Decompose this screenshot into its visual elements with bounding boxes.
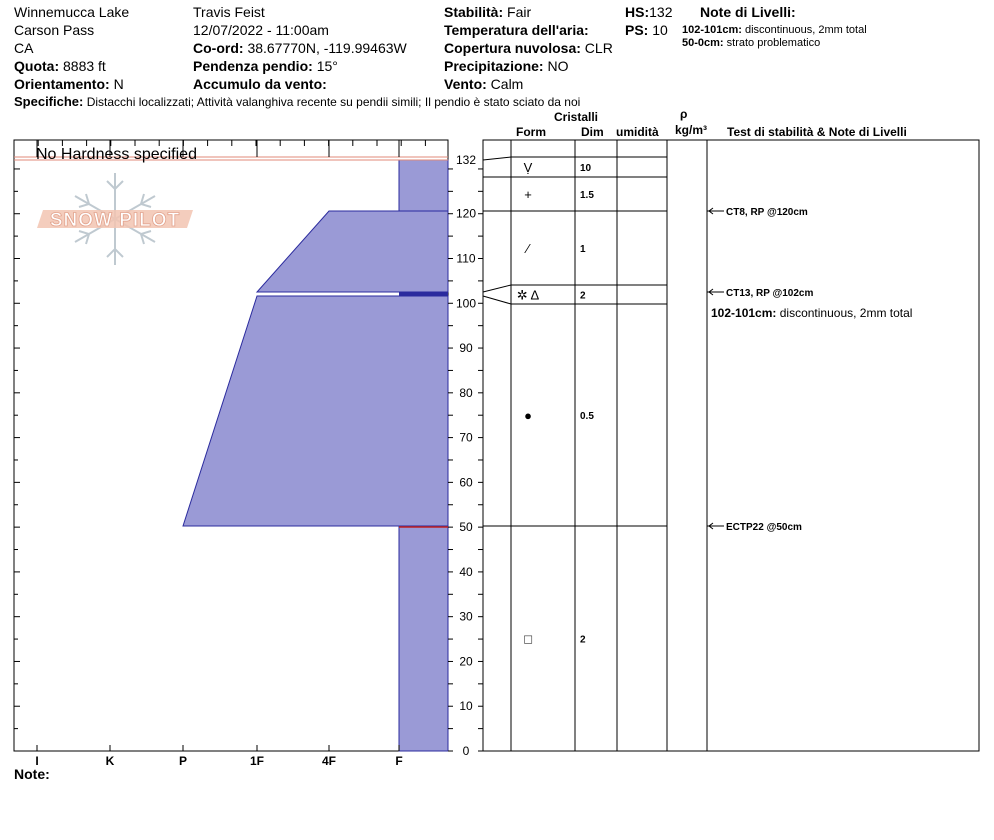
specifics-text: Distacchi localizzati; Attività valanghiva recente su pendii simili; Il pendio è stato sciato da noi bbox=[86, 95, 581, 109]
observation-datetime: 12/07/2022 - 11:00am bbox=[193, 22, 329, 38]
depth-label: 100 bbox=[455, 296, 477, 311]
hardness-label: 1F bbox=[249, 754, 265, 768]
depth-label: 110 bbox=[456, 251, 476, 266]
hardness-label: 4F bbox=[321, 754, 337, 768]
crystals-title: Cristalli bbox=[554, 110, 599, 124]
depth-axis-labels bbox=[456, 153, 476, 758]
grain-form: □ bbox=[524, 631, 532, 647]
coordinates-value: 38.67770N, -119.99463W bbox=[247, 40, 407, 56]
depth-label: 90 bbox=[459, 341, 473, 356]
wind-label: Vento: bbox=[444, 76, 487, 92]
wind-value: Calm bbox=[490, 76, 524, 92]
depth-label: 120 bbox=[455, 206, 477, 221]
tests-header: Test di stabilità & Note di Livelli bbox=[727, 125, 907, 139]
location-name: Winnemucca Lake bbox=[14, 4, 130, 20]
elevation-value: 8883 ft bbox=[63, 58, 106, 74]
penetration-label: PS: bbox=[625, 22, 649, 38]
grain-form: ✲ Δ bbox=[516, 287, 540, 303]
coordinates-label: Co-ord: bbox=[193, 40, 244, 56]
precipitation-value: NO bbox=[547, 58, 569, 74]
layers-table-frame bbox=[483, 140, 979, 751]
snow-height-value: 132 bbox=[649, 4, 673, 20]
area-name: Carson Pass bbox=[14, 22, 95, 38]
layer-note-range: 50-0cm: bbox=[682, 37, 724, 49]
layer-note-range: 102-101cm: bbox=[682, 24, 742, 36]
hardness-layer-mid bbox=[183, 296, 448, 526]
depth-label: 50 bbox=[459, 520, 473, 535]
hardness-profile bbox=[183, 160, 448, 751]
dim-header: Dim bbox=[581, 125, 604, 139]
depth-label: 0 bbox=[462, 744, 470, 758]
layer-notes-title: Note di Livelli: bbox=[700, 4, 796, 20]
density-unit: kg/m³ bbox=[675, 123, 708, 137]
grain-form: Ṿ bbox=[523, 160, 533, 175]
state-name: CA bbox=[14, 40, 34, 56]
layer-connector bbox=[483, 157, 511, 160]
aspect-label: Orientamento: bbox=[14, 76, 110, 92]
grain-size: 1.5 bbox=[580, 190, 594, 201]
note-label: Note: bbox=[14, 766, 50, 782]
depth-label: 80 bbox=[459, 385, 473, 400]
slope-angle-value: 15° bbox=[316, 58, 338, 74]
tests-layer-note bbox=[711, 306, 912, 320]
hardness-label: I bbox=[35, 754, 39, 768]
depth-label: 60 bbox=[459, 475, 473, 490]
layer-note-text: discontinuous, 2mm total bbox=[745, 24, 867, 36]
grain-size: 0.5 bbox=[580, 411, 594, 422]
cloud-cover-label: Copertura nuvolosa: bbox=[444, 40, 581, 56]
elevation-label: Quota: bbox=[14, 58, 60, 74]
wind-loading-label: Accumulo da vento: bbox=[193, 76, 327, 92]
grain-size: 1 bbox=[580, 244, 586, 255]
cloud-cover-value: CLR bbox=[584, 40, 613, 56]
hardness-layer-bottom bbox=[399, 526, 448, 751]
aspect-value: N bbox=[113, 76, 124, 92]
grain-form: + bbox=[524, 187, 532, 202]
layer-connector bbox=[483, 296, 511, 304]
hardness-layer-top bbox=[399, 160, 448, 211]
grain-size: 10 bbox=[580, 163, 592, 174]
observer-name: Travis Feist bbox=[193, 4, 265, 20]
slope-angle-label: Pendenza pendio: bbox=[193, 58, 313, 74]
specifics-label: Specifiche: bbox=[14, 94, 84, 109]
tests-layer-note-text: discontinuous, 2mm total bbox=[779, 306, 913, 320]
stability-value: Fair bbox=[507, 4, 532, 20]
depth-label: 30 bbox=[459, 609, 473, 624]
humidity-header: umidità bbox=[616, 125, 659, 139]
depth-label: 70 bbox=[459, 430, 473, 445]
no-hardness-label: No Hardness specified bbox=[36, 146, 197, 163]
depth-label: 10 bbox=[459, 699, 473, 714]
grain-form: ⁄ bbox=[526, 241, 530, 256]
air-temperature-label: Temperatura dell'aria: bbox=[444, 22, 589, 38]
layer-connector bbox=[483, 285, 511, 292]
density-symbol: ρ bbox=[680, 107, 688, 121]
snow-height-label: HS: bbox=[625, 4, 650, 20]
hardness-label: K bbox=[105, 754, 115, 768]
grain-size: 2 bbox=[580, 634, 586, 646]
test-result: ECTP22 @50cm bbox=[726, 522, 802, 533]
grain-size: 2 bbox=[580, 290, 586, 302]
test-result: CT8, RP @120cm bbox=[726, 207, 808, 218]
hardness-label: P bbox=[178, 754, 188, 768]
stability-tests bbox=[707, 207, 813, 533]
form-header: Form bbox=[516, 125, 546, 139]
tests-layer-note-range: 102-101cm: bbox=[711, 306, 777, 320]
logo-text: SNOW PILOT bbox=[49, 210, 181, 231]
penetration-value: 10 bbox=[652, 22, 668, 38]
stability-label: Stabilità: bbox=[444, 4, 504, 20]
depth-label: 20 bbox=[459, 654, 473, 669]
hardness-label: F bbox=[395, 754, 403, 768]
grain-form: ● bbox=[524, 408, 532, 423]
hardness-layer-upper-wedge bbox=[257, 211, 448, 292]
hardness-axis-labels bbox=[35, 754, 402, 768]
test-result: CT13, RP @102cm bbox=[726, 288, 814, 299]
depth-label: 132 bbox=[455, 153, 477, 167]
precipitation-label: Precipitazione: bbox=[444, 58, 544, 74]
layer-note-text: strato problematico bbox=[726, 37, 821, 49]
snowpilot-logo bbox=[37, 173, 193, 265]
depth-label: 40 bbox=[459, 564, 473, 579]
